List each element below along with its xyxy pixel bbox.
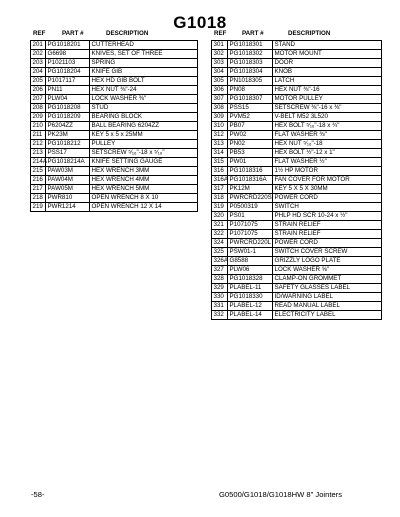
description-cell: 1½ HP MOTOR	[273, 167, 382, 176]
description-cell: V-BELT M52 3L520	[273, 113, 382, 122]
description-cell: LATCH	[273, 77, 382, 86]
description-cell: HEX HD GIB BOLT	[90, 77, 198, 86]
part-column-header: PART #	[62, 30, 84, 37]
part-number-cell: PG1018209	[46, 113, 90, 122]
ref-cell: 304	[212, 68, 228, 77]
table-row	[212, 275, 382, 284]
description-cell: KNOB	[273, 68, 382, 77]
part-number-cell: P0500319	[228, 203, 273, 212]
table-row	[212, 113, 382, 122]
description-cell: SPRING	[90, 59, 198, 68]
part-number-cell: PAW04M	[46, 176, 90, 185]
description-cell: HEX NUT ⅜"-16	[273, 86, 382, 95]
table-row	[212, 239, 382, 248]
part-number-cell: P1071075	[228, 230, 273, 239]
part-number-cell: P1071075	[228, 221, 273, 230]
part-number-cell: PSS17	[46, 149, 90, 158]
part-number-cell: PK23M	[46, 131, 90, 140]
table-row	[212, 131, 382, 140]
table-row	[212, 149, 382, 158]
part-number-cell: PN08	[228, 86, 273, 95]
table-row	[31, 167, 198, 176]
description-cell: BEARING BLOCK	[90, 113, 198, 122]
description-cell: CLAMP-ON GROMMET	[273, 275, 382, 284]
part-number-cell: PG1018212	[46, 140, 90, 149]
description-cell: KNIFE SETTING GAUGE	[90, 158, 198, 167]
part-number-cell: PWR1214	[46, 203, 90, 212]
description-cell: DOOR	[273, 59, 382, 68]
table-row	[31, 131, 198, 140]
description-cell: STUD	[90, 104, 198, 113]
description-cell: POWER CORD	[273, 239, 382, 248]
part-number-cell: P1021103	[46, 59, 90, 68]
part-number-cell: PG1018303	[228, 59, 273, 68]
ref-cell: 210	[31, 122, 46, 131]
table-row	[212, 104, 382, 113]
description-cell: STAND	[273, 41, 382, 50]
table-row	[212, 122, 382, 131]
ref-cell: 331	[212, 302, 228, 311]
description-cell: FAN COVER FOR MOTOR	[273, 176, 382, 185]
description-cell: LOCK WASHER ⅝"	[273, 266, 382, 275]
table-row	[212, 248, 382, 257]
description-cell: STRAIN RELIEF	[273, 221, 382, 230]
part-number-cell: PG1018316	[228, 167, 273, 176]
table-row	[212, 176, 382, 185]
table-row	[212, 41, 382, 50]
ref-cell: 330	[212, 293, 228, 302]
description-cell: SETSCREW ⁵⁄₁₆"-18 x ⁵⁄₁₆"	[90, 149, 198, 158]
part-number-cell: G6698	[46, 50, 90, 59]
ref-cell: 216	[31, 176, 46, 185]
description-cell: KEY 5 x 5 x 25MM	[90, 131, 198, 140]
table-row	[212, 302, 382, 311]
table-row	[212, 158, 382, 167]
ref-cell: 309	[212, 113, 228, 122]
right-table-header	[211, 30, 381, 38]
table-row	[31, 50, 198, 59]
table-row	[31, 41, 198, 50]
part-number-cell: PLABEL-11	[228, 284, 273, 293]
part-number-cell: PSS15	[228, 104, 273, 113]
ref-cell: 301	[212, 41, 228, 50]
part-number-cell: PG1018307	[228, 95, 273, 104]
part-number-cell: PWRCRD220L	[229, 239, 272, 246]
table-row	[212, 185, 382, 194]
part-number-cell: PG1018201	[46, 41, 90, 50]
part-number-cell: PG1018316A	[228, 176, 273, 185]
table-row	[31, 194, 198, 203]
description-cell: BALL BEARING 6204ZZ	[90, 122, 198, 131]
table-row	[31, 176, 198, 185]
table-row	[31, 95, 198, 104]
part-number-cell: PLABEL-14	[228, 311, 273, 320]
table-row	[212, 311, 382, 320]
ref-cell: 325	[212, 248, 228, 257]
part-number-cell: PWRCRD220S	[229, 194, 272, 201]
right-parts-table	[211, 40, 382, 320]
description-cell: OPEN WRENCH 8 X 10	[90, 194, 198, 203]
description-cell: PHLP HD SCR 10-24 x ½"	[273, 212, 382, 221]
table-row	[212, 203, 382, 212]
table-row	[212, 50, 382, 59]
ref-cell: 316A	[213, 176, 228, 183]
ref-cell: 310	[212, 122, 228, 131]
left-table-header	[30, 30, 197, 38]
ref-cell: 317	[212, 185, 228, 194]
table-row	[212, 77, 382, 86]
part-number-cell: PN1018305	[228, 77, 273, 86]
ref-cell: 302	[212, 50, 228, 59]
ref-cell: 213	[31, 149, 46, 158]
ref-cell: 326A	[213, 257, 228, 264]
ref-cell: 307	[212, 95, 228, 104]
ref-cell: 209	[31, 113, 46, 122]
ref-cell: 313	[212, 140, 228, 149]
part-number-cell: PG1018301	[228, 41, 273, 50]
part-number-cell: PAW05M	[46, 185, 90, 194]
description-cell: LOCK WASHER ⅜"	[90, 95, 198, 104]
description-cell: HEX BOLT ⁵⁄₁₆"-18 x ¾"	[273, 122, 382, 131]
part-number-cell: PB07	[228, 122, 273, 131]
table-row	[212, 212, 382, 221]
part-number-cell: PLW06	[228, 266, 273, 275]
part-number-cell: PW02	[228, 131, 273, 140]
description-cell: FLAT WASHER ⅜"	[273, 131, 382, 140]
description-cell: READ MANUAL LABEL	[273, 302, 382, 311]
ref-cell: 308	[212, 104, 228, 113]
table-row	[212, 266, 382, 275]
description-cell: MOTOR PULLEY	[273, 95, 382, 104]
part-number-cell: PW01	[228, 158, 273, 167]
description-cell: SWITCH COVER SCREW	[273, 248, 382, 257]
part-number-cell: PG1018204	[46, 68, 90, 77]
ref-cell: 201	[31, 41, 46, 50]
table-row	[31, 68, 198, 77]
ref-cell: 306	[212, 86, 228, 95]
ref-cell: 329	[212, 284, 228, 293]
description-cell: SWITCH	[273, 203, 382, 212]
part-number-cell: PB53	[228, 149, 273, 158]
description-cell: HEX WRENCH 3MM	[90, 167, 198, 176]
description-cell: HEX WRENCH 5MM	[90, 185, 198, 194]
part-number-cell: PG1018330	[228, 293, 273, 302]
table-row	[31, 77, 198, 86]
part-number-cell: PG1018328	[228, 275, 273, 284]
table-row	[31, 122, 198, 131]
table-row	[212, 293, 382, 302]
part-number-cell: PG1018208	[46, 104, 90, 113]
table-row	[31, 203, 198, 212]
description-cell: MOTOR MOUNT	[273, 50, 382, 59]
description-cell: HEX NUT ⁵⁄₁₆"-18	[273, 140, 382, 149]
part-number-cell: G8588	[228, 257, 273, 266]
part-number-cell: PK12M	[228, 185, 273, 194]
description-cell: SAFETY GLASSES LABEL	[273, 284, 382, 293]
table-row	[31, 140, 198, 149]
description-cell: HEX WRENCH 4MM	[90, 176, 198, 185]
part-number-cell: PVM52	[228, 113, 273, 122]
part-number-cell: PLW04	[46, 95, 90, 104]
table-row	[31, 185, 198, 194]
ref-cell: 316	[212, 167, 228, 176]
part-number-cell: PLABEL-12	[228, 302, 273, 311]
ref-cell: 207	[31, 95, 46, 104]
part-number-cell: PSW01-1	[228, 248, 273, 257]
description-cell: OPEN WRENCH 12 X 14	[90, 203, 198, 212]
ref-cell: 312	[212, 131, 228, 140]
description-cell: GRIZZLY LOGO PLATE	[273, 257, 382, 266]
left-parts-table-body	[31, 41, 198, 212]
description-cell: PULLEY	[90, 140, 198, 149]
ref-cell: 332	[212, 311, 228, 320]
description-cell: SETSCREW ⅜"-16 x ⅜"	[273, 104, 382, 113]
description-cell: KEY 5 X 5 X 30MM	[273, 185, 382, 194]
description-cell: STRAIN RELIEF	[273, 230, 382, 239]
part-number-cell: PG1018304	[228, 68, 273, 77]
right-parts-table-body	[212, 41, 382, 320]
ref-cell: 203	[31, 59, 46, 68]
table-row	[212, 95, 382, 104]
ref-cell: 321	[212, 221, 228, 230]
left-parts-table	[30, 40, 198, 212]
table-row	[212, 284, 382, 293]
page-number: -58-	[31, 490, 45, 499]
ref-cell: 218	[31, 194, 46, 203]
ref-cell: 215	[31, 167, 46, 176]
part-number-cell: PAW03M	[46, 167, 90, 176]
description-cell: HEX NUT ⅜"-24	[90, 86, 198, 95]
part-number-cell: PWR810	[46, 194, 90, 203]
ref-cell: 315	[212, 158, 228, 167]
ref-cell: 319	[212, 203, 228, 212]
description-cell: CUTTERHEAD	[90, 41, 198, 50]
description-cell: ID/WARNING LABEL	[273, 293, 382, 302]
description-cell: POWER CORD	[273, 194, 382, 203]
part-number-cell: PS01	[228, 212, 273, 221]
ref-cell: 318	[212, 194, 228, 203]
ref-cell: 211	[31, 131, 46, 140]
table-row	[212, 257, 382, 266]
table-row	[212, 140, 382, 149]
table-row	[212, 59, 382, 68]
description-column-header: DESCRIPTION	[288, 30, 331, 37]
ref-cell: 324	[212, 239, 228, 248]
table-row	[31, 59, 198, 68]
table-row	[31, 113, 198, 122]
table-row	[31, 149, 198, 158]
ref-column-header: REF	[33, 30, 46, 37]
ref-cell: 305	[212, 77, 228, 86]
ref-cell: 327	[212, 266, 228, 275]
ref-cell: 217	[31, 185, 46, 194]
ref-cell: 328	[212, 275, 228, 284]
ref-cell: 206	[31, 86, 46, 95]
table-row	[212, 221, 382, 230]
table-row	[31, 158, 198, 167]
part-number-cell: PG1018302	[228, 50, 273, 59]
part-number-cell: P6204ZZ	[46, 122, 90, 131]
table-row	[212, 230, 382, 239]
part-number-cell: PG1018214A	[46, 158, 90, 167]
table-row	[31, 104, 198, 113]
ref-cell: 219	[31, 203, 46, 212]
ref-cell: 212	[31, 140, 46, 149]
description-cell: KNIFE GIB	[90, 68, 198, 77]
ref-cell: 205	[31, 77, 46, 86]
description-cell: ELECTRICITY LABEL	[273, 311, 382, 320]
ref-cell: 314	[212, 149, 228, 158]
ref-column-header: REF	[214, 30, 227, 37]
part-number-cell: PN11	[46, 86, 90, 95]
description-cell: KNIVES, SET OF THREE	[90, 50, 198, 59]
table-row	[212, 194, 382, 203]
table-row	[212, 167, 382, 176]
ref-cell: 214A	[32, 158, 47, 165]
ref-cell: 202	[31, 50, 46, 59]
ref-cell: 208	[31, 104, 46, 113]
table-row	[212, 68, 382, 77]
table-row	[212, 86, 382, 95]
model-footer: G0500/G1018/G1018HW 8" Jointers	[219, 490, 342, 499]
table-row	[31, 86, 198, 95]
part-number-cell: PN02	[228, 140, 273, 149]
ref-cell: 322	[212, 230, 228, 239]
page-title: G1018	[173, 13, 227, 32]
ref-cell: 303	[212, 59, 228, 68]
description-cell: FLAT WASHER ½"	[273, 158, 382, 167]
description-cell: HEX BOLT ½"-12 x 1"	[273, 149, 382, 158]
part-column-header: PART #	[242, 30, 264, 37]
ref-cell: 204	[31, 68, 46, 77]
ref-cell: 320	[212, 212, 228, 221]
description-column-header: DESCRIPTION	[106, 30, 149, 37]
part-number-cell: P1017117	[46, 77, 90, 86]
